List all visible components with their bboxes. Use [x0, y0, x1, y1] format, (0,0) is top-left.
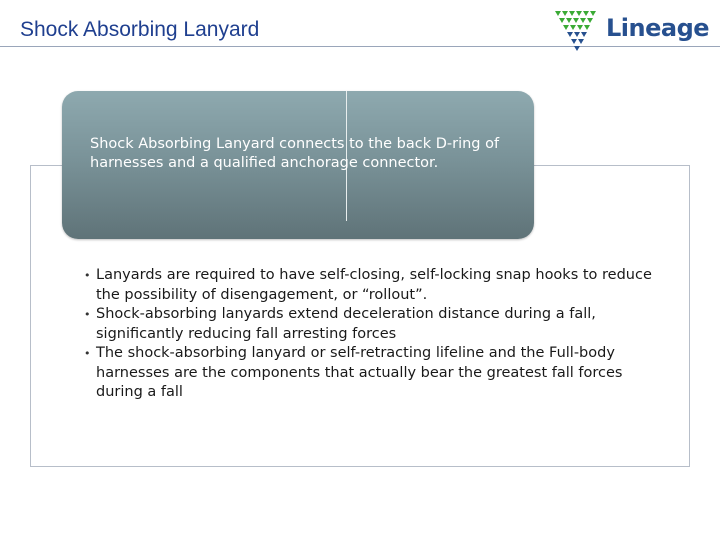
bullet-text: Lanyards are required to have self-closing, self-locking snap hooks to reduce the possibility of disengagement, or “rollout”. — [96, 267, 652, 303]
slide-title: Shock Absorbing Lanyard — [20, 18, 260, 41]
callout-text: Shock Absorbing Lanyard connects to the back D-ring of harnesses and a qualified anchorage connector. — [90, 136, 500, 171]
bullet-item — [84, 266, 664, 305]
bullet-marker: • — [84, 269, 91, 282]
bullet-text: The shock-absorbing lanyard or self-retracting lifeline and the Full-body harnesses are the components that actually bear the greatest fall forces during a fall — [96, 345, 623, 400]
logo-wordmark: Lineage — [606, 14, 710, 42]
callout-box — [62, 91, 534, 239]
lineage-logo — [554, 9, 710, 51]
lineage-triangle-mark-icon — [554, 9, 600, 51]
bullet-item — [84, 305, 664, 344]
bullet-text: Shock-absorbing lanyards extend deceleration distance during a fall, significantly reducing fall arresting forces — [96, 306, 596, 342]
bullet-list — [84, 266, 664, 403]
bullet-marker: • — [84, 308, 91, 321]
bullet-item — [84, 344, 664, 403]
bullet-marker: • — [84, 347, 91, 360]
